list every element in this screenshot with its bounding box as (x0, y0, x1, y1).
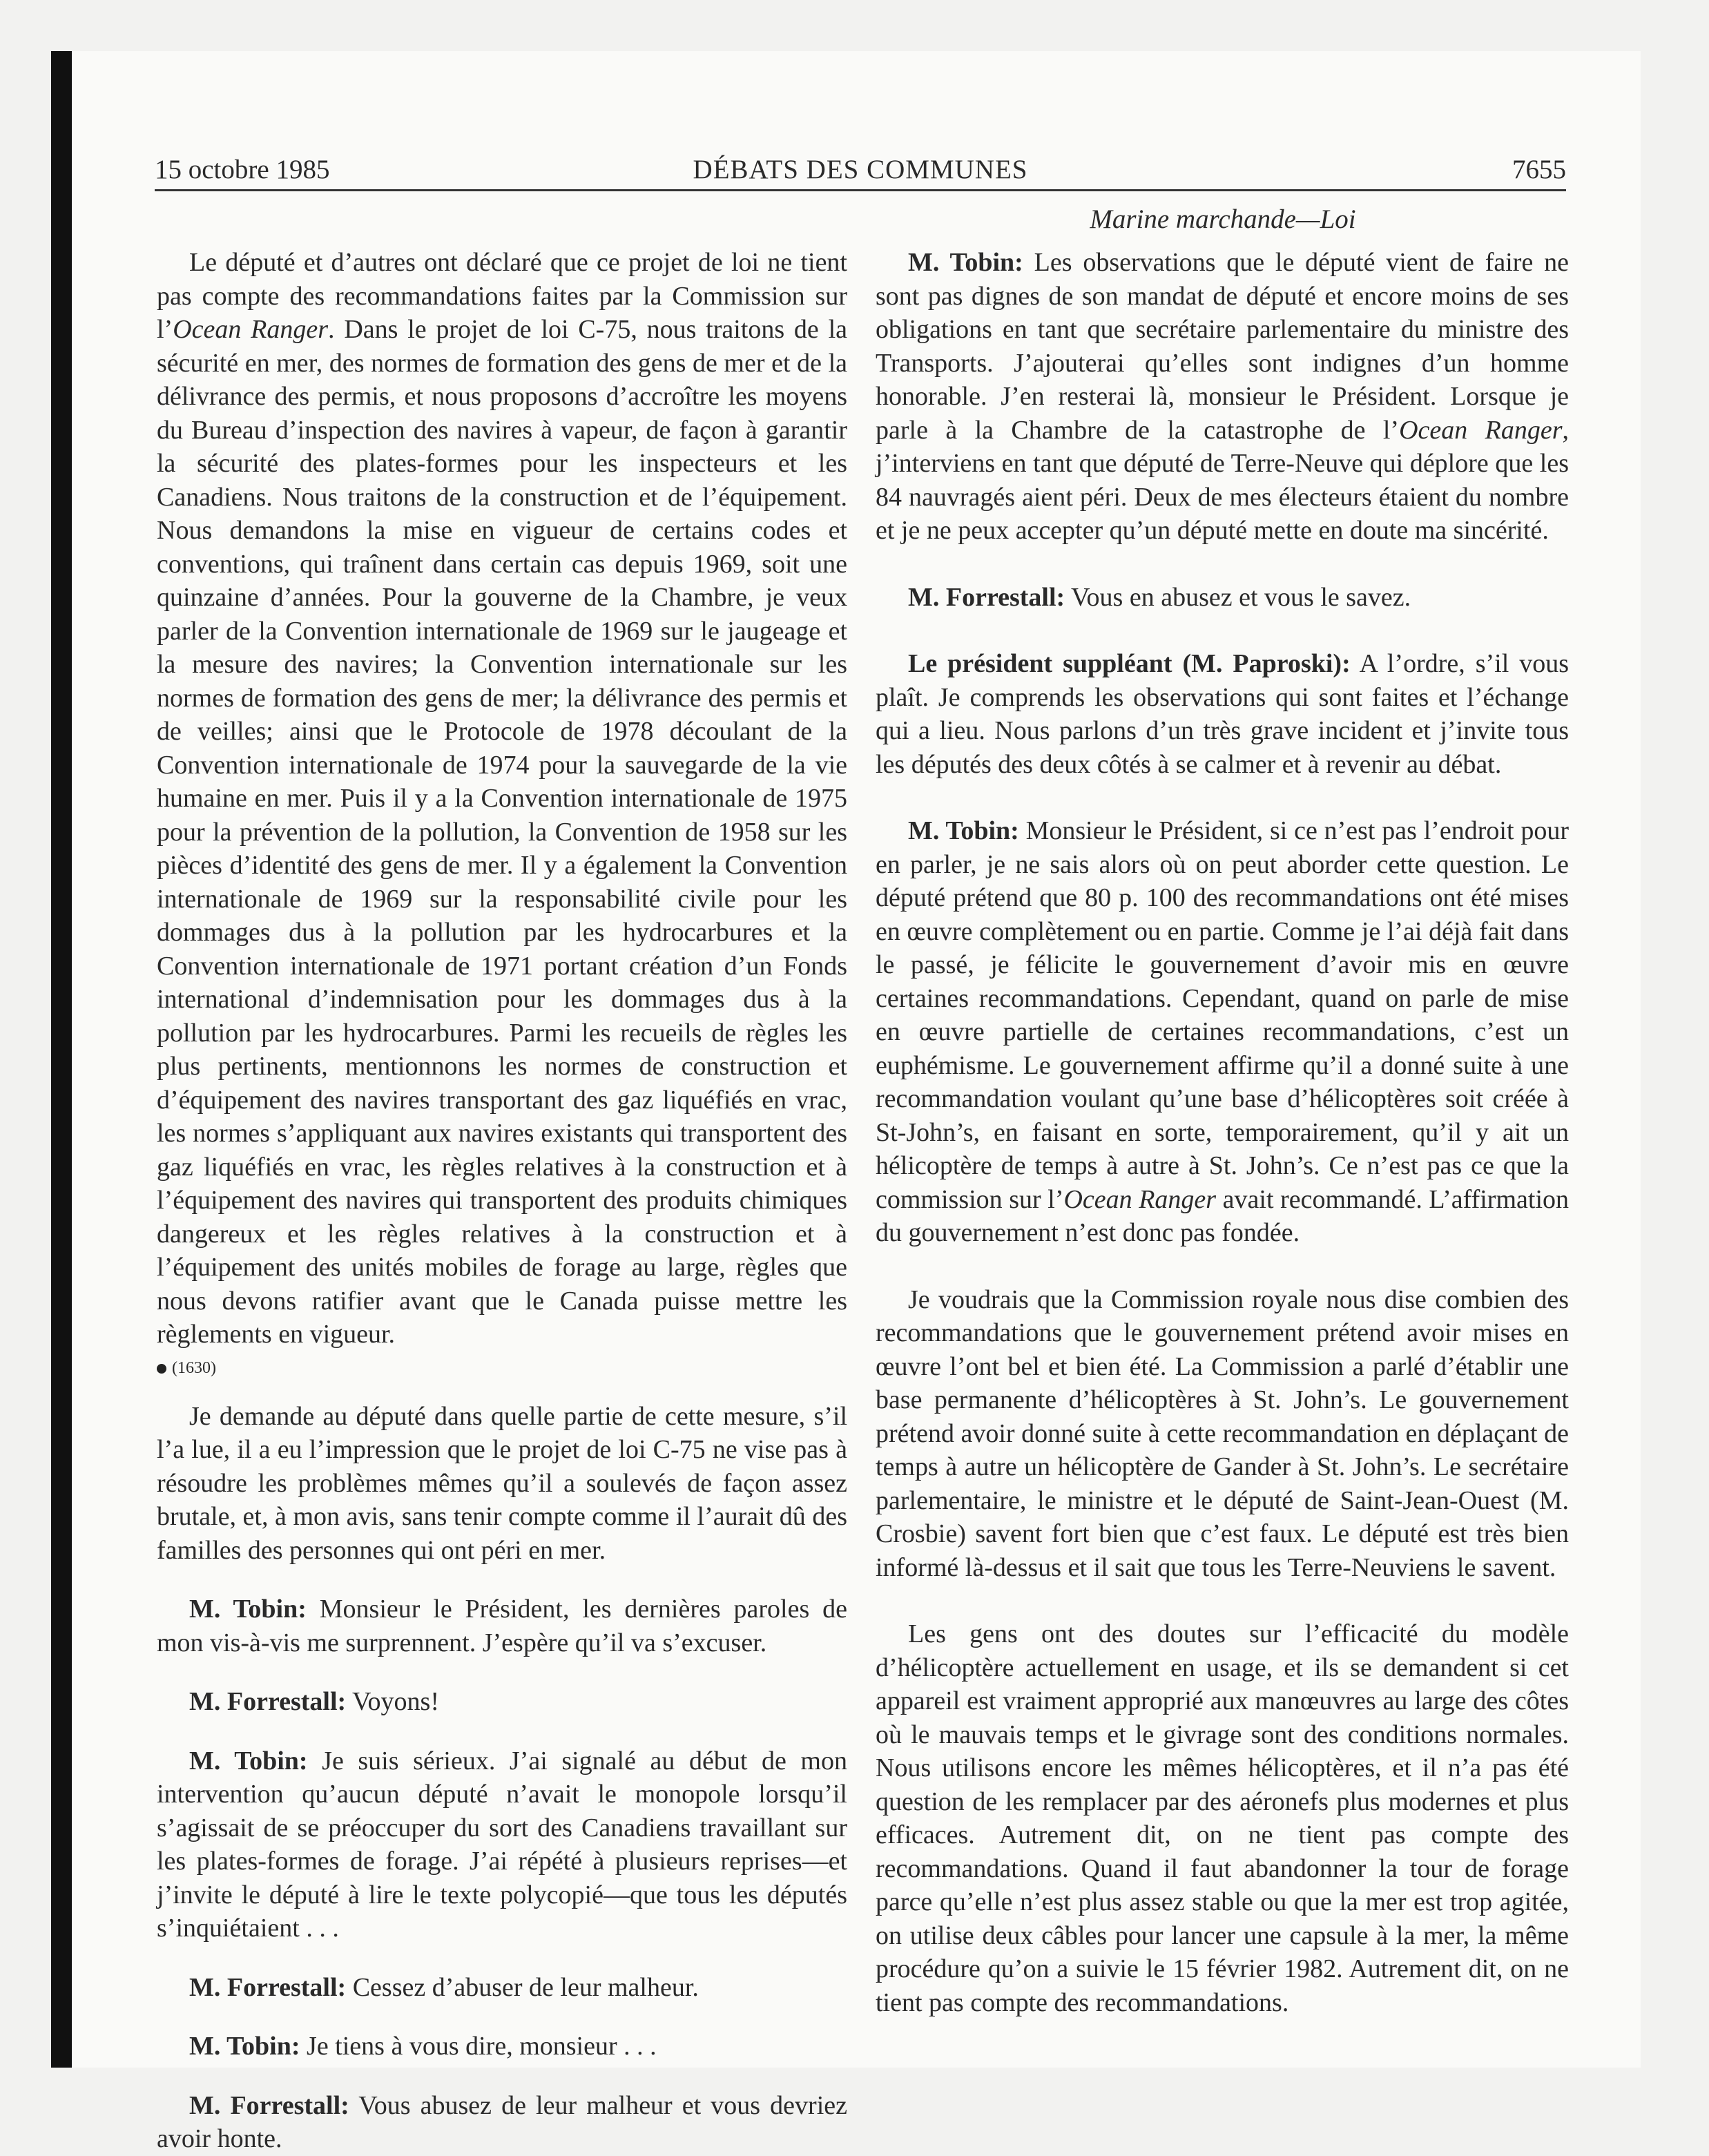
speech: M. Tobin: Je suis sérieux. J’ai signalé au début de mon intervention qu’aucun député n’avait le monopole lorsqu’il s’agissait de se préoccuper du sort des Canadiens travaillant sur les plates-formes de forage. J’ai répété à plusieurs reprises—et j’invite le député à lire le texte polycopié—que tous les députés s’inquiétaient . . . (157, 1746, 847, 1943)
running-header (155, 151, 1566, 191)
bullet-icon (157, 1364, 166, 1374)
speech: M. Tobin: Je tiens à vous dire, monsieur . . . (189, 2032, 657, 2061)
speech: Le président suppléant (M. Paproski): A l’ordre, s’il vous plaît. Je comprends les observations qui sont faites et l’échange qui a lieu. Nous parlons d’un très grave incident et j’invite tous les députés des deux côtés à se calmer et à revenir au débat. (876, 649, 1569, 779)
speech: M. Tobin: Les observations que le député vient de faire ne sont pas dignes de son mandat de député et encore moins de ses obligations en tant que secrétaire parlementaire du ministre des Transports. J’ajouterai qu’elles sont indignes d’un homme honorable. J’en resterai là, monsieur le Président. Lorsque je parle à la Chambre de la catastrophe de l’Ocean Ranger, j’interviens en tant que député de Terre-Neuve qui déplore que les 84 nauvragés aient péri. Deux de mes électeurs étaient du nombre et je ne peux accepter qu’un député mette en doute ma sincérité. (876, 248, 1569, 545)
speech: M. Forrestall: Vous en abusez et vous le savez. (908, 582, 1411, 612)
speaker-name: Le président suppléant (M. Paproski): (908, 649, 1351, 678)
header-title: DÉBATS DES COMMUNES (693, 155, 1028, 184)
ship-name: Ocean Ranger (173, 315, 329, 344)
section-title: Marine marchande—Loi (1090, 204, 1356, 234)
speaker-name: M. Tobin: (189, 1746, 308, 1775)
speaker-name: M. Forrestall: (189, 2090, 349, 2120)
paragraph: Je demande au député dans quelle partie de cette mesure, s’il l’a lue, il a eu l’impression que le projet de loi C-75 ne vise pas à résoudre les problèmes mêmes qu’il a soulevés de façon assez brutale, et, à mon avis, sans tenir compte comme il l’aurait dû des familles des personnes qui ont péri en mer. (157, 1401, 847, 1565)
scan-edge-bar (51, 51, 72, 2068)
speaker-name: M. Tobin: (189, 1595, 307, 1624)
paragraph: Je voudrais que la Commission royale nous dise combien des recommandations que le gouvernement prétend avoir mises en œuvre l’ont bel et bien été. La Commission a parlé d’établir une base permanente d’hélicoptères à St. John’s. Le gouvernement prétend avoir donné suite à cette recommandation en déplaçant de temps à autre un hélicoptère de Gander à St. John’s. Le secrétaire parlementaire, le ministre et le député de Saint-Jean-Ouest (M. Crosbie) savent fort bien que c’est faux. Le député est très bien informé là-dessus et il sait que tous les Terre-Neuviens le savent. (876, 1284, 1569, 1582)
speaker-name: M. Tobin: (908, 816, 1019, 845)
paragraph: Le député et d’autres ont déclaré que ce projet de loi ne tient pas compte des recommandations faites par la Commission sur l’Ocean Ranger. Dans le projet de loi C-75, nous traitons de la sécurité en mer, des normes de formation des gens de mer et de la délivrance des permis, et nous proposons d’accroître les moyens du Bureau d’inspection des navires à vapeur, de façon à garantir la sécurité des plates-formes pour les inspecteurs et les Canadiens. Nous traitons de la construction et de l’équipement. Nous demandons la mise en vigueur de certains codes et conventions, qui traînent dans certain cas depuis 1969, soit une quinzaine d’années. Pour la gouverne de la Chambre, je veux parler de la Convention internationale de 1969 sur le jaugeage et la mesure des navires; la Convention internationale sur les normes de formation des gens de mer; la délivrance des permis et de veilles; ainsi que le Protocole de 1978 découlant de la Convention internationale de 1974 pour la sauvegarde de la vie humaine en mer. Puis il y a la Convention internationale de 1975 pour la prévention de la pollution, la Convention de 1958 sur les pièces d’identité des gens de mer. Il y a également la Convention internationale de 1969 sur la responsabilité civile pour les dommages dus à la pollution par les hydrocarbures et la Convention internationale de 1971 portant création d’un Fonds international d’indemnisation pour les dommages dus à la pollution par les hydrocarbures. Parmi les recueils de règles les plus pertinents, mentionnons les normes de construction et d’équipement des navires transportant des gaz liquéfiés en vrac, les normes s’appliquant aux navires existants qui transportent des gaz liquéfiés en vrac, les règles relatives à la construction et à l’équipement des navires qui transportent des produits chimiques dangereux et les règles relatives à la construction et à l’équipement des unités mobiles de forage au large, règles que nous devons ratifier avant que le Canada puisse mettre les règlements en vigueur. (157, 248, 847, 1349)
speaker-name: M. Tobin: (189, 2032, 300, 2061)
page-number: 7655 (1512, 155, 1566, 184)
paragraph: Les gens ont des doutes sur l’efficacité du modèle d’hélicoptère actuellement en usage, et ils se demandent si cet appareil est vraiment approprié aux manœuvres au large des côtes où le mauvais temps et le givrage sont des conditions normales. Nous utilisons encore les mêmes hélicoptères, et il n’a pas été question de les remplacer par des aéronefs plus modernes et plus efficaces. Autrement dit, on ne tient pas compte des recommandations. Quand il faut abandonner la tour de forage parce qu’elle n’est plus assez stable ou que la mer est trop agitée, on utilise deux câbles pour lancer une capsule à la mer, la même procédure qu’on a suivie le 15 février 1982. Autrement dit, on ne tient pas compte des recommandations. (876, 1619, 1569, 2017)
ship-name: Ocean Ranger (1399, 415, 1563, 445)
ship-name: Ocean Ranger (1063, 1184, 1217, 1214)
speaker-name: M. Tobin: (908, 248, 1023, 277)
speech: M. Tobin: Monsieur le Président, les dernières paroles de mon vis-à-vis me surprennent. J’espère qu’il va s’excuser. (157, 1595, 847, 1657)
time-marker: (1630) (157, 1351, 847, 1385)
speaker-name: M. Forrestall: (189, 1687, 347, 1716)
speaker-name: M. Forrestall: (189, 1972, 347, 2002)
speech: M. Forrestall: Voyons! (189, 1687, 440, 1716)
speech: M. Tobin: Monsieur le Président, si ce n’est pas l’endroit pour en parler, je ne sais alors où on peut aborder cette question. Le député prétend que 80 p. 100 des recommandations ont été mises en œuvre complètement ou en partie. Comme je l’ai déjà fait dans le passé, je félicite le gouvernement d’avoir mis en œuvre certaines recommandations. Cependant, quand on parle de mise en œuvre partielle de certaines recommandations, c’est un euphémisme. Le gouvernement affirme qu’il a donné suite à une recommandation voulant qu’une base d’hélicoptères soit créée à St-John’s, en faisant en sorte, temporairement, qu’il y ait un hélicoptère de temps à autre à St. John’s. Ce n’est pas ce que la commission sur l’Ocean Ranger avait recommandé. L’affirmation du gouvernement n’est donc pas fondée. (876, 816, 1570, 1247)
speech: M. Forrestall: Cessez d’abuser de leur malheur. (189, 1972, 699, 2002)
speech: M. Forrestall: Vous abusez de leur malheur et vous devriez avoir honte. (157, 2090, 847, 2153)
left-column (157, 246, 847, 2156)
header-date: 15 octobre 1985 (155, 155, 330, 184)
right-column (876, 246, 1569, 2019)
speaker-name: M. Forrestall: (908, 582, 1065, 612)
